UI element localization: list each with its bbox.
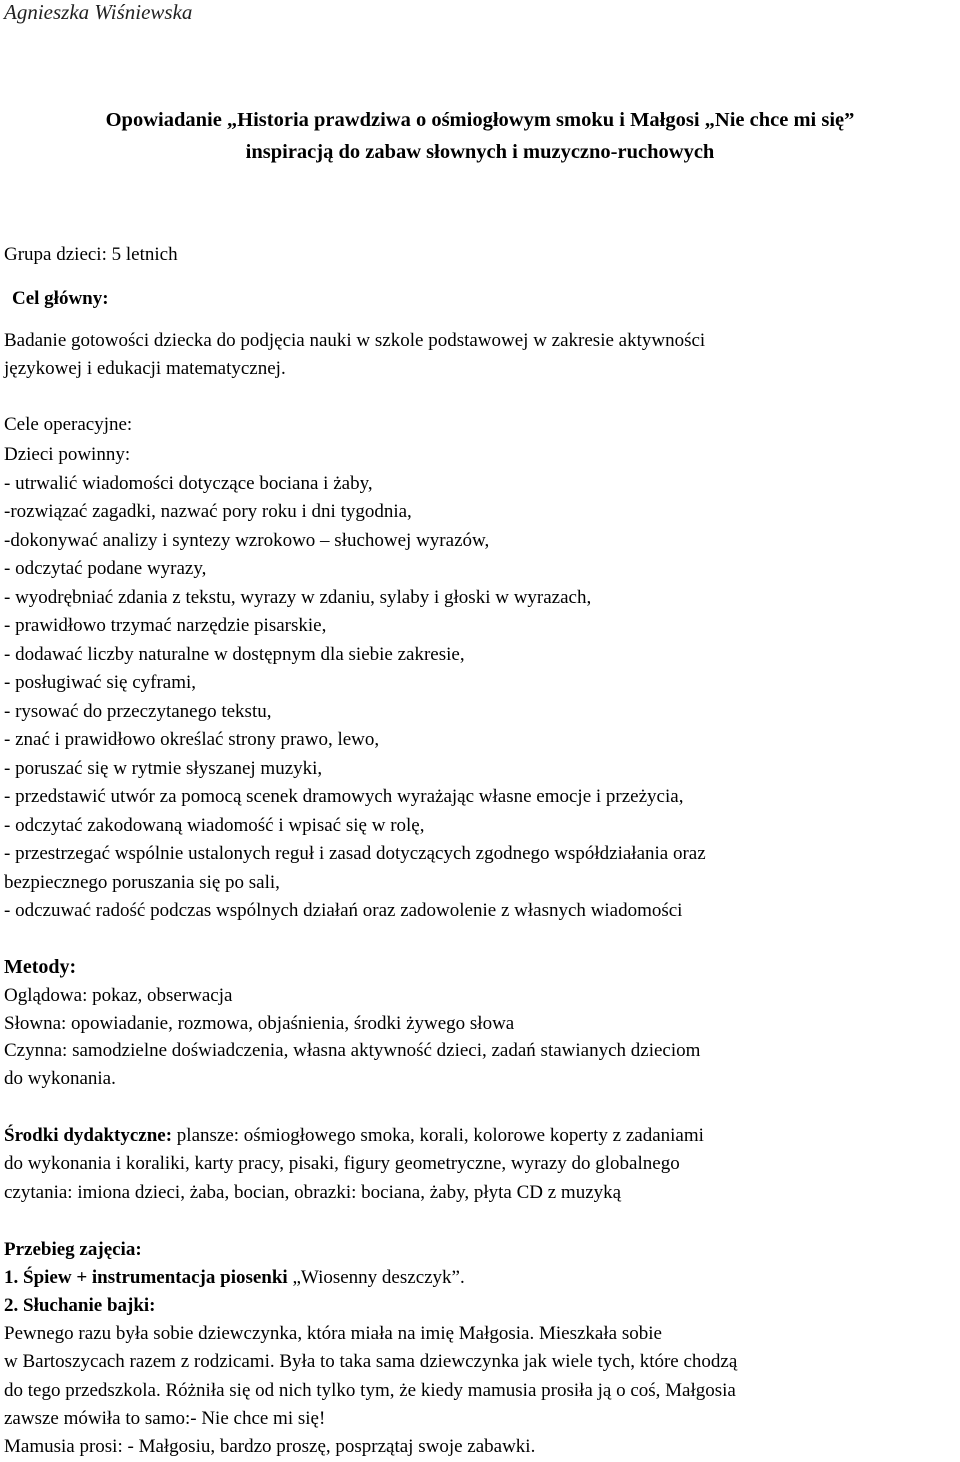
step-1-line — [4, 1266, 465, 1290]
list-item: - poruszać się w rytmie słyszanej muzyki, — [4, 758, 323, 779]
methods-heading: Metody: — [4, 956, 77, 978]
story-line: zawsze mówiła to samo:- Nie chce mi się! — [4, 1408, 326, 1429]
list-item: - przestrzegać wspólnie ustalonych reguł i zasad dotyczących zgodnego współdziałania oraz — [4, 843, 706, 864]
course-heading: Przebieg zajęcia: — [4, 1239, 142, 1260]
story-line: Mamusia prosi: - Małgosiu, bardzo proszę, posprzątaj swoje zabawki. — [4, 1436, 536, 1457]
step-2-label: 2. Słuchanie bajki: — [4, 1295, 156, 1316]
operational-goals-heading: Cele operacyjne: — [4, 414, 133, 435]
teaching-aids-line — [4, 1124, 704, 1148]
story-line: do tego przedszkola. Różniła się od nich tylko tym, że kiedy mamusia prosiła ją o coś, Małgosia — [4, 1380, 736, 1401]
teaching-aids-line: czytania: imiona dzieci, żaba, bocian, obrazki: bociana, żaby, płyta CD z muzyką — [4, 1182, 622, 1203]
list-item: bezpiecznego poruszania się po sali, — [4, 872, 280, 893]
list-item: - przedstawić utwór za pomocą scenek dramowych wyrażając własne emocje i przeżycia, — [4, 786, 684, 807]
step-1-label: 1. Śpiew + instrumentacja piosenki — [4, 1267, 288, 1288]
title-line-2: inspiracją do zabaw słownych i muzyczno-ruchowych — [245, 141, 715, 163]
list-item: - dodawać liczby naturalne w dostępnym dla siebie zakresie, — [4, 644, 465, 665]
list-item: - prawidłowo trzymać narzędzie pisarskie, — [4, 615, 327, 636]
story-line: w Bartoszycach razem z rodzicami. Była to taka sama dziewczynka jak wiele tych, które chodzą — [4, 1351, 738, 1372]
methods-line: do wykonania. — [4, 1068, 116, 1089]
list-item: - odczytać zakodowaną wiadomość i wpisać się w rolę, — [4, 815, 425, 836]
teaching-aids-text: plansze: ośmiogłowego smoka, korali, kolorowe koperty z zadaniami — [172, 1125, 704, 1146]
main-goal-line: Badanie gotowości dziecka do podjęcia nauki w szkole podstawowej w zakresie aktywności — [4, 330, 706, 351]
list-item: -dokonywać analizy i syntezy wzrokowo – słuchowej wyrazów, — [4, 530, 490, 551]
group-line: Grupa dzieci: 5 letnich — [4, 244, 178, 265]
teaching-aids-label: Środki dydaktyczne: — [4, 1125, 173, 1146]
list-item: - rysować do przeczytanego tekstu, — [4, 701, 272, 722]
operational-goals-intro: Dzieci powinny: — [4, 444, 131, 465]
list-item: - odczuwać radość podczas wspólnych działań oraz zadowolenie z własnych wiadomości — [4, 900, 683, 921]
story-line: Pewnego razu była sobie dziewczynka, która miała na imię Małgosia. Mieszkała sobie — [4, 1323, 662, 1344]
list-item: -rozwiązać zagadki, nazwać pory roku i dni tygodnia, — [4, 501, 412, 522]
list-item: - odczytać podane wyrazy, — [4, 558, 207, 579]
list-item: - wyodrębniać zdania z tekstu, wyrazy w zdaniu, sylaby i głoski w wyrazach, — [4, 587, 592, 608]
main-goal-heading: Cel główny: — [12, 288, 109, 309]
step-1-text: „Wiosenny deszczyk”. — [287, 1267, 465, 1288]
main-goal-line: językowej i edukacji matematycznej. — [4, 358, 286, 379]
list-item: - znać i prawidłowo określać strony prawo, lewo, — [4, 729, 380, 750]
methods-line: Czynna: samodzielne doświadczenia, własna aktywność dzieci, zadań stawianych dzieciom — [4, 1040, 701, 1061]
teaching-aids-line: do wykonania i koraliki, karty pracy, pisaki, figury geometryczne, wyrazy do globalnego — [4, 1153, 680, 1174]
author-name: Agnieszka Wiśniewska — [4, 0, 193, 24]
list-item: - posługiwać się cyframi, — [4, 672, 197, 693]
list-item: - utrwalić wiadomości dotyczące bociana i żaby, — [4, 473, 373, 494]
methods-line: Słowna: opowiadanie, rozmowa, objaśnienia, środki żywego słowa — [4, 1013, 515, 1034]
title-line-1: Opowiadanie „Historia prawdziwa o ośmiogłowym smoku i Małgosi „Nie chce mi się” — [105, 109, 855, 131]
methods-line: Oglądowa: pokaz, obserwacja — [4, 985, 233, 1006]
